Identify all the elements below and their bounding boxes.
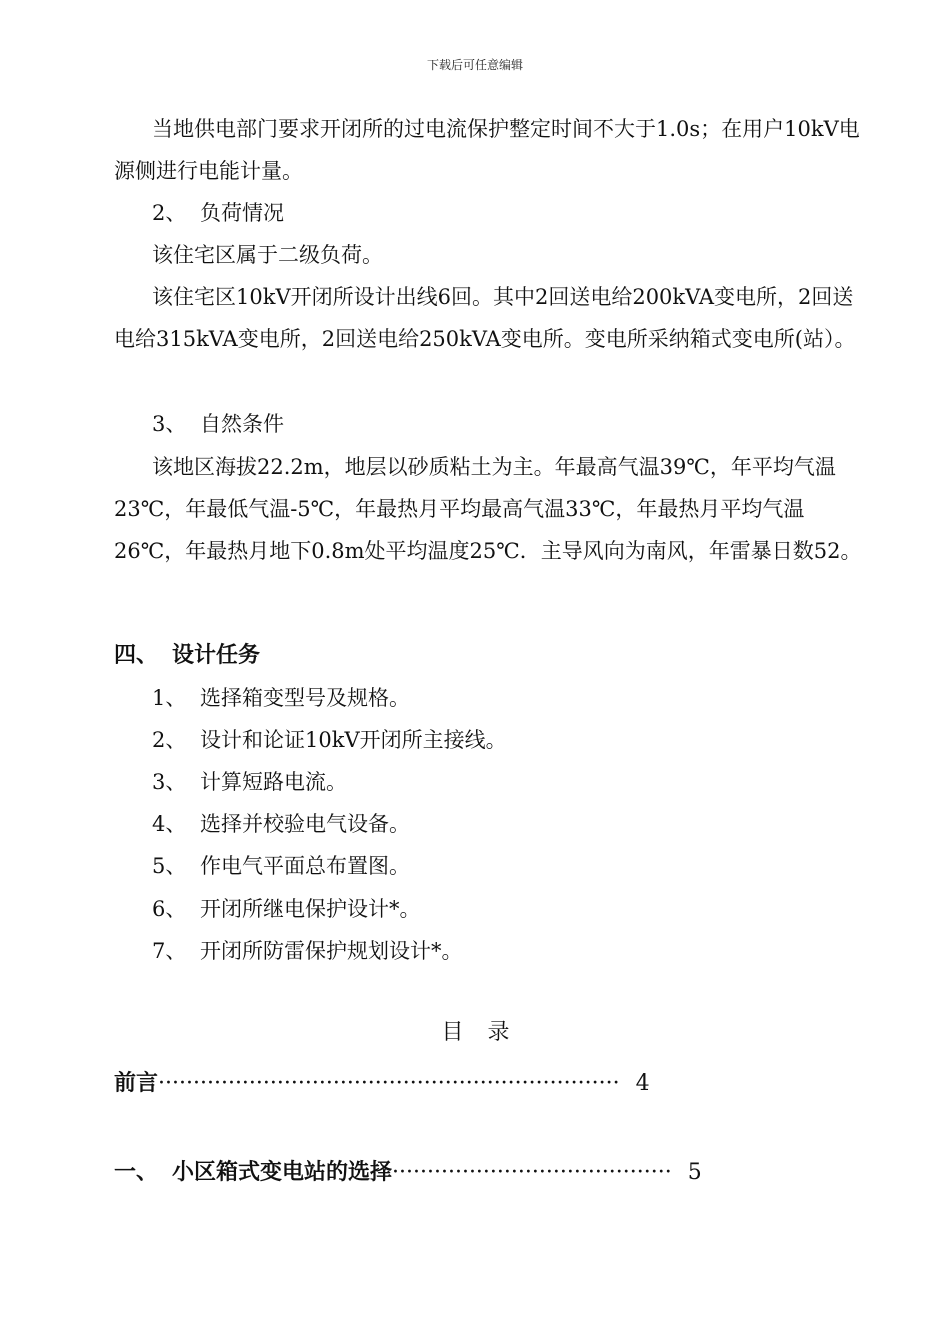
toc-entry-chapter-1[interactable] xyxy=(114,1151,702,1194)
toc-entry-leader: ········································ xyxy=(392,1160,672,1185)
toc-entry-page: 5 xyxy=(687,1160,702,1185)
load-section-heading xyxy=(152,192,284,234)
intro-paragraph: 当地供电部门要求开闭所的过电流保护整定时间不大于1.0s；在用户10kV电源侧进行电能计量。 xyxy=(114,117,860,183)
task-item-number: 2、 xyxy=(152,728,187,752)
task-item xyxy=(152,845,410,887)
task-section-title: 设计任务 xyxy=(172,642,261,668)
toc-entry-page: 4 xyxy=(635,1071,650,1096)
task-item-number: 4、 xyxy=(152,812,187,836)
toc-entry-number: 一、 xyxy=(114,1159,159,1185)
task-item-number: 5、 xyxy=(152,854,187,878)
nature-section-number: 3、 xyxy=(152,412,187,436)
task-item-text: 选择箱变型号及规格。 xyxy=(200,686,410,710)
task-item xyxy=(152,888,421,930)
task-item-text: 选择并校验电气设备。 xyxy=(200,812,410,836)
task-item-number: 1、 xyxy=(152,686,187,710)
load-paragraph-2: 该住宅区10kV开闭所设计出线6回。其中2回送电给200kVA变电所，2回送电给315kVA变电所，2回送电给250kVA变电所。变电所采纳箱式变电所(站）。 xyxy=(114,285,856,351)
nature-paragraph: 该地区海拔22.2m，地层以砂质粘土为主。年最高气温39℃，年平均气温23℃，年最低气温-5℃，年最热月平均最高气温33℃，年最热月平均气温26℃，年最热月地下0.8m处平均温度25℃．主导风向为南风，年雷暴日数52。 xyxy=(114,455,862,563)
page-header: 下载后可任意编辑 xyxy=(426,58,523,72)
task-item-number: 3、 xyxy=(152,770,187,794)
task-item-text: 开闭所继电保护设计*。 xyxy=(200,897,421,921)
toc-entry-preface[interactable] xyxy=(114,1062,650,1105)
load-section-title: 负荷情况 xyxy=(200,201,284,225)
toc-entry-leader: ·································································· xyxy=(158,1071,620,1096)
nature-section-title: 自然条件 xyxy=(200,412,284,436)
task-item-text: 计算短路电流。 xyxy=(200,770,347,794)
task-section-heading xyxy=(114,634,260,676)
task-section-number: 四、 xyxy=(114,642,159,668)
load-paragraph-1: 该住宅区属于二级负荷。 xyxy=(152,243,383,267)
task-item-number: 7、 xyxy=(152,939,187,963)
toc-entry-title: 前言 xyxy=(114,1070,159,1096)
task-item-text: 设计和论证10kV开闭所主接线。 xyxy=(200,728,507,752)
toc-entry-title: 小区箱式变电站的选择 xyxy=(172,1159,393,1185)
task-item-number: 6、 xyxy=(152,897,187,921)
task-item xyxy=(152,719,507,761)
task-item xyxy=(152,803,410,845)
task-item xyxy=(152,930,463,972)
task-item-text: 开闭所防雷保护规划设计*。 xyxy=(200,939,463,963)
task-item xyxy=(152,761,347,803)
toc-title: 目录 xyxy=(441,1020,534,1045)
task-item-text: 作电气平面总布置图。 xyxy=(200,854,410,878)
nature-section-heading xyxy=(152,403,284,445)
load-section-number: 2、 xyxy=(152,201,187,225)
task-item xyxy=(152,677,410,719)
